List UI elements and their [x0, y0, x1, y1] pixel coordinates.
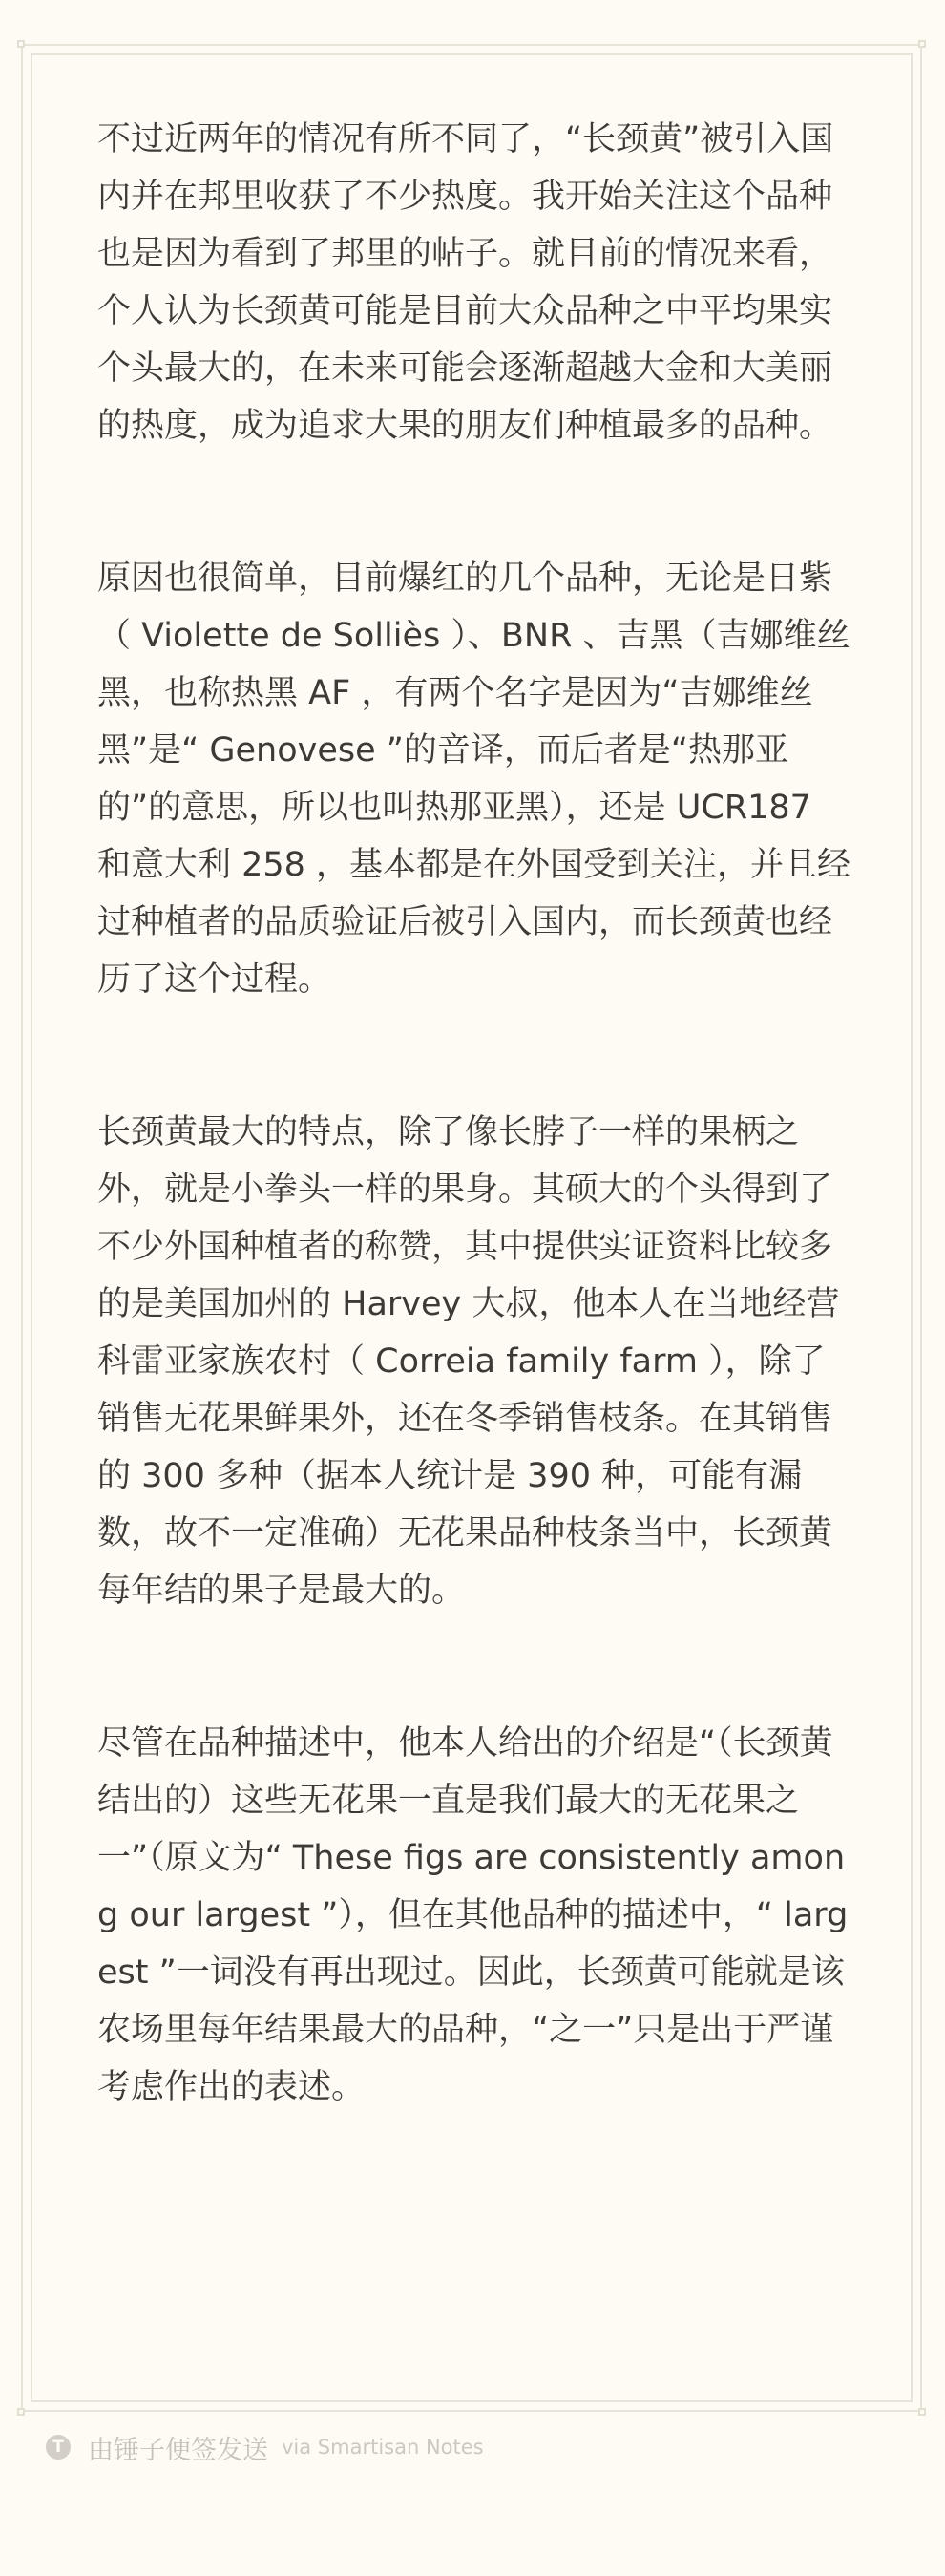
- footer-via: via Smartisan Notes: [282, 2436, 484, 2459]
- note-content: [97, 111, 851, 2116]
- paragraph-1: 不过近两年的情况有所不同了，“长颈黄”被引入国内并在邦里收获了不少热度。我开始关注这个品种也是因为看到了邦里的帖子。就目前的情况来看，个人认为长颈黄可能是目前大众品种之中平均果实个头最大的，在未来可能会逐渐超越大金和大美丽的热度，成为追求大果的朋友们种植最多的品种。: [97, 120, 834, 445]
- paragraph-4: 尽管在品种描述中，他本人给出的介绍是“（长颈黄结出的）这些无花果一直是我们最大的无花果之一”（原文为“ These figs are consistently among our largest ”），但在其他品种的描述中，“ largest ”一词没有再出现过。因此，长颈黄可能就是该农场里每年结果最大的品种，“之一”只是出于严谨考虑作出的表述。: [97, 1724, 849, 2106]
- smartisan-t-icon: T: [46, 2435, 71, 2460]
- footer-label: 由锤子便签发送: [88, 2435, 268, 2465]
- corner-bottom-right: [918, 2408, 926, 2416]
- footer-signature: [46, 2428, 484, 2466]
- paragraph-2: 原因也很简单，目前爆红的几个品种，无论是日紫（ Violette de Solliès ）、BNR 、吉黑（吉娜维丝黑，也称热黑 AF ，有两个名字是因为“吉娜维丝黑”是“ Genovese ”的音译，而后者是“热那亚的”的意思，所以也叫热那亚黑），还是 UCR187 和意大利 258 ，基本都是在外国受到关注，并且经过种植者的品质验证后被引入国内，而长颈黄也经历了这个过程。: [97, 560, 851, 999]
- paragraph-3: 长颈黄最大的特点，除了像长脖子一样的果柄之外，就是小拳头一样的果身。其硕大的个头得到了不少外国种植者的称赞，其中提供实证资料比较多的是美国加州的 Harvey 大叔，他本人在当地经营科雷亚家族农村（ Correia family farm ），除了销售无花果鲜果外，还在冬季销售枝条。在其销售的 300 多种（据本人统计是 390 种，可能有漏数，故不一定准确）无花果品种枝条当中，长颈黄每年结的果子是最大的。: [97, 1113, 840, 1610]
- corner-top-right: [918, 40, 926, 48]
- corner-bottom-left: [17, 2408, 25, 2416]
- corner-top-left: [17, 40, 25, 48]
